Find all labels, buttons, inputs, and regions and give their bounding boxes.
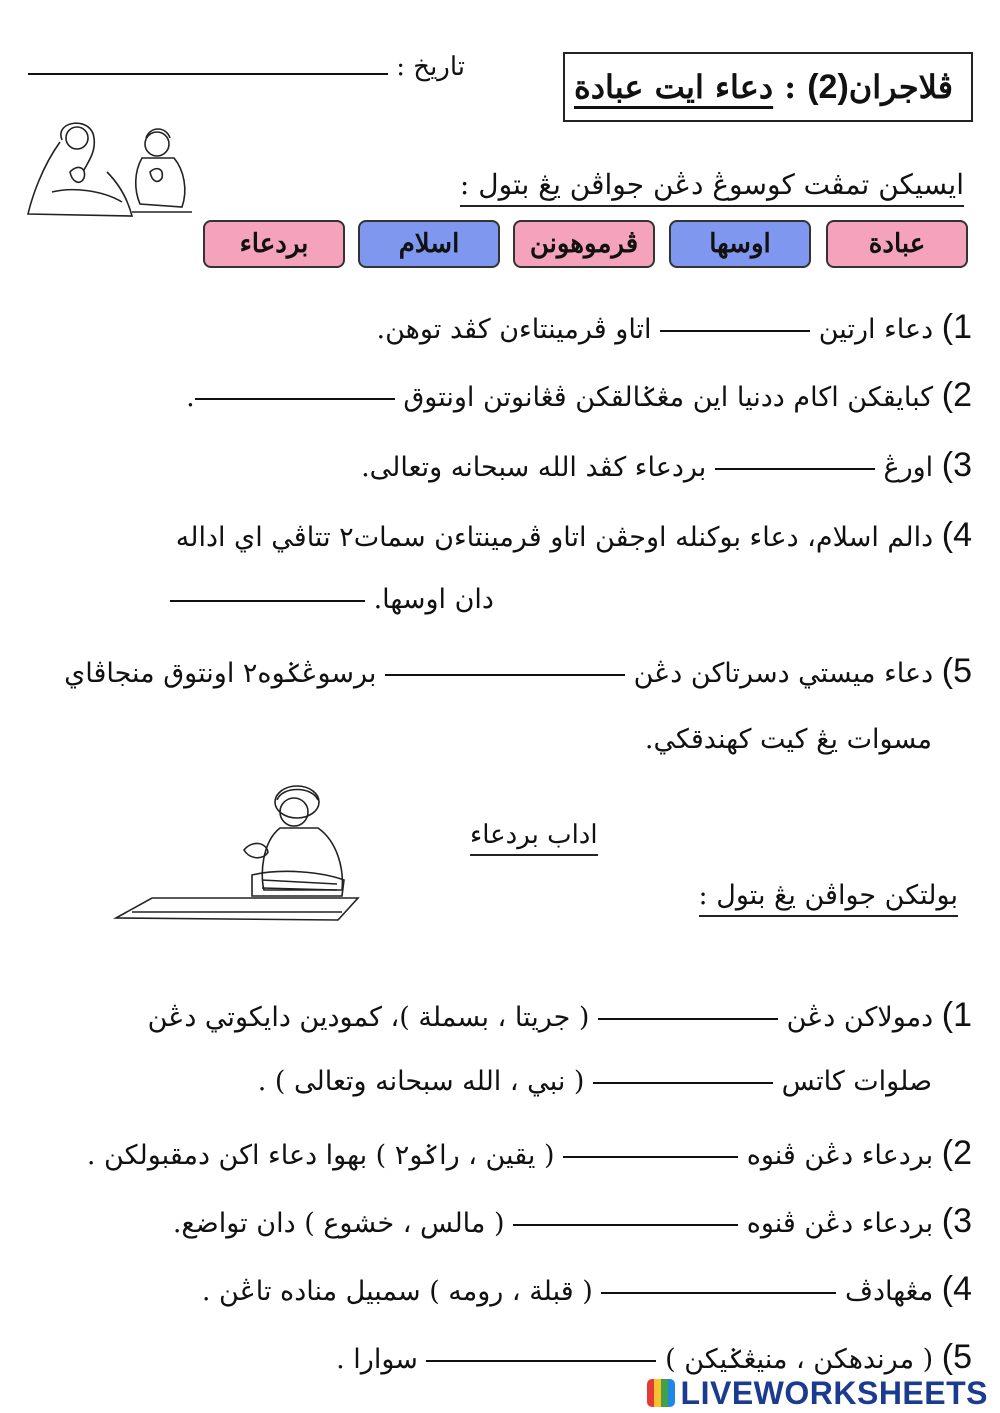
s2-question-2 — [87, 1134, 972, 1173]
question-number: 2) — [941, 376, 972, 414]
question-text: بردعاء كڤد الله سبحانه وتعالى. — [361, 452, 707, 483]
title-prefix: ڤلاجران — [848, 68, 953, 106]
answer-blank[interactable] — [598, 1017, 778, 1020]
s1-question-4 — [176, 516, 972, 555]
question-text: كبايقكن اكام ددنيا اين مڠݢالقكن ڤڠانوتن اونتوق — [403, 382, 934, 413]
s1-question-3 — [361, 446, 972, 485]
question-number: 3) — [941, 1202, 972, 1240]
choice-chip-berdoa[interactable] — [203, 220, 345, 268]
liveworksheets-logo-icon — [647, 1379, 675, 1407]
question-text: ( مالس ، خشوع ) دان تواضع. — [172, 1208, 505, 1239]
answer-blank[interactable] — [660, 329, 810, 332]
question-text: اورڠ — [883, 452, 934, 483]
choice-chip-ibadah[interactable] — [826, 220, 968, 268]
question-number: 3) — [941, 446, 972, 484]
question-text: مسوات يڠ كيت كهندقكي. — [644, 724, 932, 755]
s1-question-5-cont — [645, 724, 932, 755]
question-text: ( مرندهكن ، منيڠݢيكن ) — [665, 1344, 934, 1375]
question-number: 5) — [941, 1338, 972, 1376]
question-text: ( نبي ، الله سبحانه وتعالى ) . — [257, 1066, 585, 1097]
question-text: دالم اسلام، دعاء بوكنله اوجڤن اتاو ڤرمينتاءن سمات٢ تتاڤي اي اداله — [175, 522, 934, 553]
question-text: مڠهادڤ — [844, 1276, 934, 1307]
title-sep: : — [773, 68, 808, 106]
question-text: دان اوسها. — [373, 584, 494, 615]
question-text: ( قبلة ، رومه ) سمبيل مناده تاڠن . — [201, 1276, 593, 1307]
question-number: 1) — [941, 308, 972, 346]
choice-label: بردعاء — [239, 229, 309, 259]
s2-question-4 — [202, 1270, 972, 1309]
question-text: ( يقين ، راݢو٢ ) بهوا دعاء اكن دمقبولكن . — [86, 1140, 555, 1171]
question-number: 4) — [941, 516, 972, 554]
question-number: 2) — [941, 1134, 972, 1172]
question-text: دمولاكن دڠن — [786, 1002, 934, 1033]
choice-label: اسلام — [398, 229, 460, 259]
question-text: ( جريتا ، بسملة )، كمودين دايكوتي دڠن — [147, 1002, 590, 1033]
choice-label: اوسها — [709, 229, 771, 259]
answer-blank[interactable] — [385, 673, 625, 676]
s2-question-5 — [336, 1338, 972, 1377]
choice-chip-usaha[interactable] — [669, 220, 811, 268]
title-number: (2) — [807, 68, 849, 106]
question-number: 5) — [941, 652, 972, 690]
question-text: صلوات كاتس — [781, 1066, 932, 1097]
answer-blank[interactable] — [195, 397, 395, 400]
date-field — [28, 52, 465, 82]
date-label: تاريخ : — [396, 52, 466, 82]
liveworksheets-watermark — [647, 1375, 988, 1412]
answer-blank[interactable] — [601, 1291, 836, 1294]
date-input-line[interactable] — [28, 73, 388, 75]
question-number: 1) — [941, 996, 972, 1034]
question-text: سوارا . — [336, 1344, 418, 1375]
section1-instruction: ايسيكن تمڤت كوسوڠ دڠن جواڤن يڠ بتول : — [460, 168, 964, 207]
question-text: دعاء ميستي دسرتاكن دڠن — [633, 658, 934, 689]
s1-question-4-cont — [170, 584, 494, 615]
s1-question-1 — [377, 308, 972, 347]
answer-blank[interactable] — [593, 1081, 773, 1084]
question-text: برسوڠݢوه٢ اونتوق منجاڤاي — [64, 658, 377, 689]
answer-blank[interactable] — [170, 599, 365, 602]
question-number: 4) — [941, 1270, 972, 1308]
question-text: . — [186, 382, 195, 413]
watermark-text: LIVEWORKSHEETS — [680, 1375, 988, 1411]
s1-question-5 — [64, 652, 972, 691]
choice-chip-islam[interactable] — [358, 220, 500, 268]
choice-label: ڤرموهونن — [529, 229, 639, 259]
answer-blank[interactable] — [563, 1155, 738, 1158]
section2-instruction: بولتكن جواڤن يڠ بتول : — [699, 880, 958, 917]
mother-child-praying-illustration — [22, 112, 197, 222]
question-text: دعاء ارتين — [818, 314, 934, 345]
s1-question-2 — [186, 376, 972, 415]
s2-question-1 — [148, 996, 972, 1035]
answer-blank[interactable] — [513, 1223, 738, 1226]
question-text: اتاو ڤرمينتاءن كڤد توهن. — [376, 314, 652, 345]
answer-blank[interactable] — [426, 1359, 656, 1362]
s2-question-1-cont — [258, 1066, 932, 1097]
page-title — [574, 68, 953, 107]
section2-heading: اداب بردعاء — [470, 820, 598, 856]
title-main: دعاء ايت عبادة — [573, 68, 774, 106]
s2-question-3 — [173, 1202, 972, 1241]
question-text: بردعاء دڠن ڤنوه — [746, 1208, 934, 1239]
choice-chip-permohonan[interactable] — [513, 220, 655, 268]
answer-blank[interactable] — [715, 467, 875, 470]
child-praying-illustration — [112, 780, 362, 930]
title-box — [563, 52, 973, 122]
choice-label: عبادة — [868, 229, 926, 259]
question-text: بردعاء دڠن ڤنوه — [746, 1140, 934, 1171]
